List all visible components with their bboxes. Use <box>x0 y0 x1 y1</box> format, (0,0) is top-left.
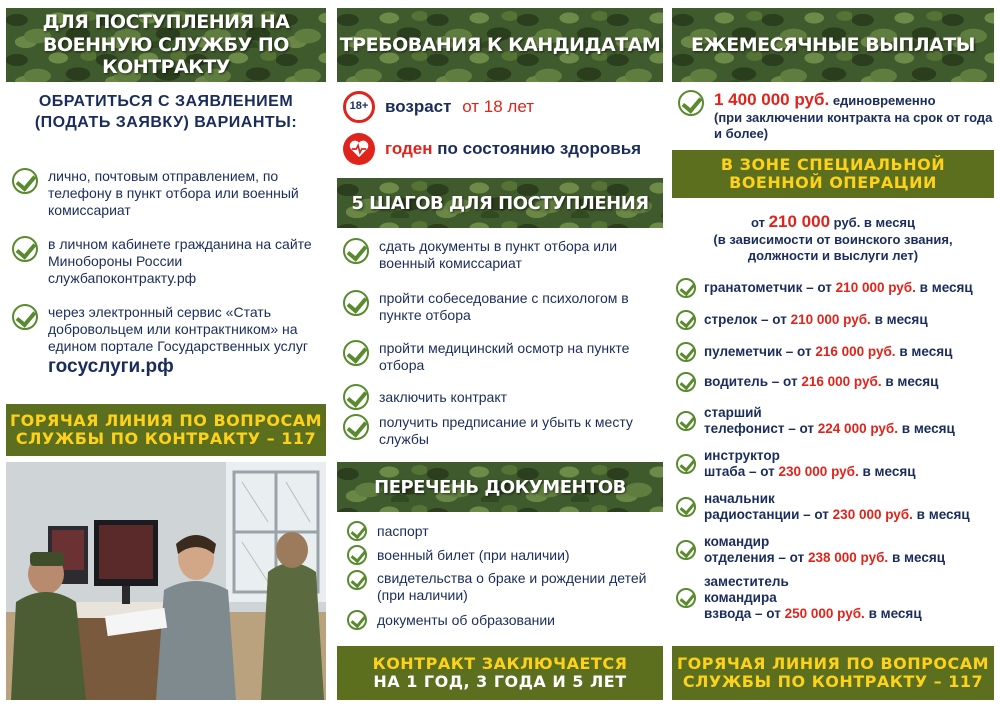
step-text: заключить контракт <box>379 388 508 405</box>
position-suffix: в месяц <box>899 343 953 359</box>
position-radio-chief <box>676 491 994 523</box>
heart-health-icon <box>343 133 375 165</box>
position-title: радиостанции – от <box>704 507 829 523</box>
position-title-prefix: инструктор <box>704 448 780 463</box>
header-requirements-text: ТРЕБОВАНИЯ К КАНДИДАТАМ <box>339 34 661 56</box>
salary-from-note: (в зависимости от воинского звания, должности и выслуги лет) <box>713 232 953 263</box>
header-requirements <box>337 8 663 82</box>
position-amount: 210 000 руб. <box>835 279 916 295</box>
step-text: пройти медицинский осмотр на пункте отбора <box>379 340 630 373</box>
step-1 <box>343 238 661 272</box>
position-suffix: в месяц <box>916 507 970 523</box>
checkmark-icon <box>676 310 696 330</box>
apply-option-text: через электронный сервис «Стать добровольцем или контрактником» на едином портале Государственных услуг <box>48 304 308 354</box>
position-title: гранатометчик – от <box>704 279 832 295</box>
document-3 <box>347 570 661 604</box>
salary-from <box>672 212 994 264</box>
checkmark-icon <box>676 342 696 362</box>
checkmark-icon <box>676 540 696 560</box>
salary-from-amount: 210 000 <box>768 212 831 231</box>
header-documents-text: ПЕРЕЧЕНЬ ДОКУМЕНТОВ <box>374 476 626 498</box>
svo-line1: В ЗОНЕ СПЕЦИАЛЬНОЙ <box>720 154 946 174</box>
document-1 <box>347 521 661 541</box>
position-title: стрелок – от <box>704 311 787 327</box>
checkmark-icon <box>12 304 38 330</box>
checkmark-icon <box>676 454 696 474</box>
position-amount: 210 000 руб. <box>790 311 871 327</box>
position-amount: 216 000 руб. <box>815 343 896 359</box>
hotline-line2: СЛУЖБЫ ПО КОНТРАКТУ – 117 <box>682 672 984 691</box>
apply-option-text: в личном кабинете гражданина на сайте Минобороны России службапоконтракту.рф <box>48 236 312 286</box>
recruitment-photo <box>6 462 326 700</box>
age-18-badge-icon: 18+ <box>343 91 375 123</box>
position-title-prefix: командир <box>704 534 770 549</box>
position-amount: 224 000 руб. <box>817 421 898 437</box>
position-suffix: в месяц <box>868 606 922 622</box>
position-rifleman <box>676 310 994 330</box>
lump-sum-amount: 1 400 000 руб. <box>714 90 830 109</box>
position-driver <box>676 372 994 392</box>
position-amount: 230 000 руб. <box>778 464 859 480</box>
position-suffix: в месяц <box>919 279 973 295</box>
position-grenadier <box>676 278 994 298</box>
header-steps <box>337 178 663 228</box>
position-senior-telephonist <box>676 405 994 437</box>
checkmark-icon <box>678 90 704 116</box>
age-value: от 18 лет <box>462 96 535 116</box>
contract-line1: КОНТРАКТ ЗАКЛЮЧАЕТСЯ <box>372 653 628 673</box>
checkmark-icon <box>676 588 696 608</box>
contract-term-banner <box>337 646 663 700</box>
step-text: сдать документы в пункт отбора или военный комиссариат <box>379 238 618 271</box>
checkmark-icon <box>12 236 38 262</box>
apply-option-text: лично, почтовым отправлением, по телефону в пункт отбора или военный комиссариат <box>48 168 299 218</box>
position-suffix: в месяц <box>874 311 928 327</box>
position-amount: 230 000 руб. <box>832 507 913 523</box>
hotline-line1: ГОРЯЧАЯ ЛИНИЯ ПО ВОПРОСАМ <box>676 653 990 673</box>
position-suffix: в месяц <box>901 421 955 437</box>
checkmark-icon <box>343 414 369 440</box>
position-title-prefix: заместитель <box>704 574 789 589</box>
header-documents <box>337 462 663 512</box>
hotline-banner-left <box>6 404 326 456</box>
lump-sum-word: единовременно <box>832 93 936 108</box>
step-2 <box>343 290 661 324</box>
position-suffix: в месяц <box>885 373 939 389</box>
position-title-prefix: командира <box>704 590 777 606</box>
header-payments <box>672 8 994 82</box>
document-2 <box>347 545 661 565</box>
position-amount: 238 000 руб. <box>807 550 889 566</box>
health-value: годен <box>385 138 433 158</box>
requirement-health <box>343 133 663 165</box>
position-title-prefix: старший <box>704 405 762 420</box>
step-text: получить предписание и убыть к месту службы <box>379 414 633 447</box>
apply-option-3 <box>12 304 322 379</box>
step-text: пройти собеседование с психологом в пункте отбора <box>379 290 629 323</box>
checkmark-icon <box>676 278 696 298</box>
position-title: отделения – от <box>704 550 805 566</box>
position-staff-instructor <box>676 448 994 480</box>
step-3 <box>343 340 661 374</box>
header-payments-text: ЕЖЕМЕСЯЧНЫЕ ВЫПЛАТЫ <box>691 34 975 56</box>
apply-option-1 <box>12 168 322 218</box>
svo-banner <box>672 150 994 198</box>
hotline-line2: СЛУЖБЫ ПО КОНТРАКТУ – 117 <box>15 429 317 448</box>
salary-from-suffix: руб. в месяц <box>833 215 916 230</box>
step-5 <box>343 414 661 448</box>
checkmark-icon <box>343 290 369 316</box>
checkmark-icon <box>676 497 696 517</box>
position-title: пулеметчик – от <box>704 343 812 359</box>
gosuslugi-link[interactable]: госуслуги.рф <box>48 356 174 378</box>
position-title: телефонист – от <box>704 421 815 437</box>
position-title-prefix: начальник <box>704 491 775 506</box>
header-steps-text: 5 ШАГОВ ДЛЯ ПОСТУПЛЕНИЯ <box>351 192 649 214</box>
document-text: военный билет (при наличии) <box>377 546 570 563</box>
position-title: штаба – от <box>704 464 775 480</box>
position-amount: 250 000 руб. <box>784 606 865 622</box>
document-4 <box>347 610 661 630</box>
apply-title-text: ОБРАТИТЬСЯ С ЗАЯВЛЕНИЕМ (ПОДАТЬ ЗАЯВКУ) ВАРИАНТЫ: <box>34 93 298 131</box>
recruitment-photo-illustration <box>6 462 326 700</box>
position-squad-commander <box>676 534 994 566</box>
checkmark-icon <box>12 168 38 194</box>
header-enlist <box>6 8 326 82</box>
position-suffix: в месяц <box>891 550 946 566</box>
position-title: взвода – от <box>704 606 781 622</box>
checkmark-icon <box>347 610 367 630</box>
document-text: документы об образовании <box>377 611 555 628</box>
checkmark-icon <box>347 570 367 590</box>
checkmark-icon <box>343 384 369 410</box>
apply-title <box>6 92 326 134</box>
salary-from-prefix: от <box>750 215 765 230</box>
position-amount: 216 000 руб. <box>801 373 882 389</box>
age-label: возраст <box>385 96 452 116</box>
position-deputy-platoon-commander <box>676 574 994 623</box>
position-title: водитель – от <box>704 373 798 389</box>
hotline-line1: ГОРЯЧАЯ ЛИНИЯ ПО ВОПРОСАМ <box>9 410 323 430</box>
checkmark-icon <box>343 238 369 264</box>
requirement-age <box>343 91 663 123</box>
header-enlist-text: ДЛЯ ПОСТУПЛЕНИЯ НА ВОЕННУЮ СЛУЖБУ ПО КОНТРАКТУ <box>42 10 290 79</box>
lump-sum-payment <box>678 90 994 142</box>
contract-line2: НА 1 ГОД, 3 ГОДА И 5 ЛЕТ <box>373 672 627 691</box>
checkmark-icon <box>347 545 367 565</box>
hotline-banner-right <box>672 646 994 700</box>
lump-sum-note: (при заключении контракта на срок от года и более) <box>714 110 993 141</box>
position-suffix: в месяц <box>862 464 916 480</box>
checkmark-icon <box>343 340 369 366</box>
step-4 <box>343 384 661 410</box>
health-label: по состоянию здоровья <box>437 138 642 158</box>
document-text: паспорт <box>377 522 429 539</box>
checkmark-icon <box>347 521 367 541</box>
apply-option-2 <box>12 236 322 286</box>
document-text: свидетельства о браке и рождении детей (при наличии) <box>377 570 647 603</box>
checkmark-icon <box>676 372 696 392</box>
position-machine-gunner <box>676 342 994 362</box>
checkmark-icon <box>676 411 696 431</box>
svo-line2: ВОЕННОЙ ОПЕРАЦИИ <box>729 173 937 192</box>
